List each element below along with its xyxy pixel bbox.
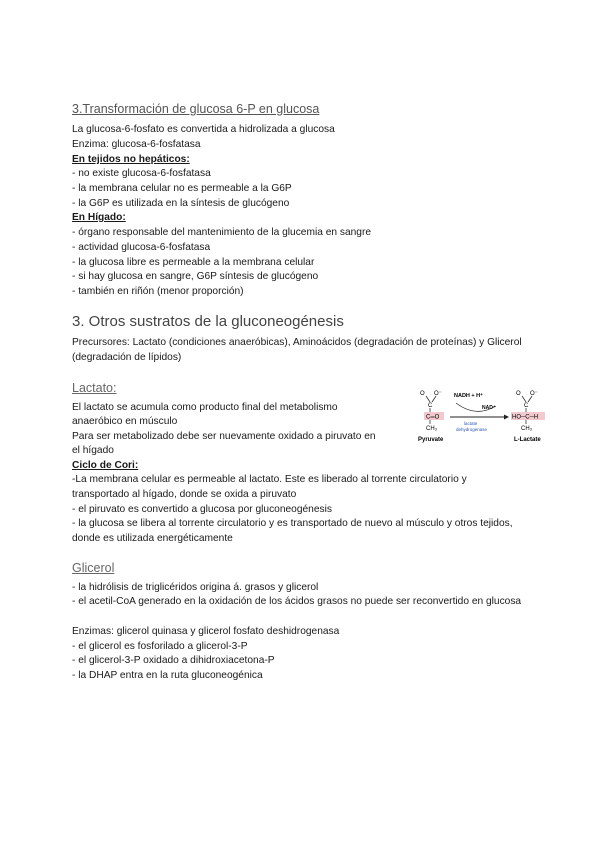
list-item: - actividad glucosa-6-fosfatasa	[72, 242, 211, 253]
section1-line: Enzima: glucosa-6-fosfatasa	[72, 139, 201, 150]
enzyme-label-2: dehydrogenase	[456, 427, 488, 432]
cori-heading: Ciclo de Cori:	[72, 460, 139, 471]
glycerol-item: Enzimas: glicerol quinasa y glicerol fosfato deshidrogenasa	[72, 626, 340, 637]
section2-title: 3. Otros sustratos de la gluconeogénesis	[72, 313, 344, 330]
glycerol-item: - la hidrólisis de triglicéridos origina á. grasos y glicerol	[72, 582, 319, 593]
list-item: - no existe glucosa-6-fosfatasa	[72, 168, 211, 179]
svg-text:CH₃: CH₃	[426, 426, 438, 432]
glycerol-item: - el glicerol-3-P oxidado a dihidroxiacetona-P	[72, 655, 275, 666]
list-item: - si hay glucosa en sangre, G6P síntesis de glucógeno	[72, 271, 319, 282]
cori-item: -La membrana celular es permeable al lactato. Este es liberado al torrente circulatorio y transportado al hígado, donde se oxida a piruvato	[72, 474, 467, 501]
enzyme-label-1: lactate	[464, 421, 478, 426]
lactate-title: Lactato:	[72, 381, 117, 395]
glycerol-item: - el glicerol es fosforilado a glicerol-3-P	[72, 641, 248, 652]
precursors-text: Precursores: Lactato (condiciones anaeróbicas), Aminoácidos (degradación de proteínas) y Glicerol (degradación de lípidos)	[72, 337, 522, 364]
glycerol-item: - la DHAP entra en la ruta gluconeogénica	[72, 670, 263, 681]
pyruvate-lactate-reaction-diagram	[416, 388, 548, 448]
pyruvate-structure	[420, 391, 444, 432]
svg-text:HO─C─H: HO─C─H	[512, 414, 539, 421]
glycerol-title: Glicerol	[72, 561, 115, 575]
cori-item: - el piruvato es convertido a glucosa por gluconeogénesis	[72, 504, 332, 515]
section1-title: 3.Transformación de glucosa 6-P en glucosa	[72, 102, 320, 116]
lactate-label: L-Lactate	[514, 437, 541, 443]
lactate-line: Para ser metabolizado debe ser nuevamente oxidado a piruvato en	[72, 431, 376, 442]
pyruvate-label: Pyruvate	[418, 437, 444, 443]
svg-text:C: C	[428, 403, 433, 409]
list-item: - también en riñón (menor proporción)	[72, 286, 244, 297]
section1-line: La glucosa-6-fosfato es convertida a hidrolizada a glucosa	[72, 124, 335, 135]
list-item: - la glucosa libre es permeable a la membrana celular	[72, 257, 315, 268]
list-item: - órgano responsable del mantenimiento de la glucemia en sangre	[72, 227, 372, 238]
cofactor-out: NAD⁺	[482, 405, 496, 411]
svg-text:O: O	[516, 391, 521, 397]
svg-text:CH₃: CH₃	[521, 426, 533, 432]
svg-text:C═O: C═O	[426, 414, 440, 421]
lactate-line: anaeróbico en músculo	[72, 416, 178, 427]
glycerol-item: - el acetil-CoA generado en la oxidación de los ácidos grasos no puede ser reconvertido en glucosa	[72, 596, 522, 607]
cofactor-in: NADH + H⁺	[454, 393, 484, 399]
svg-text:O: O	[420, 391, 425, 397]
lactate-line: El lactato se acumula como producto final del metabolismo	[72, 402, 338, 413]
liver-heading: En Hígado:	[72, 212, 126, 223]
lactate-structure	[511, 391, 545, 432]
svg-text:O⁻: O⁻	[434, 391, 442, 397]
list-item: - la membrana celular no es permeable a la G6P	[72, 183, 292, 194]
cori-item: - la glucosa se libera al torrente circulatorio y es transportado de nuevo al músculo y otros tejidos, donde es utilizada energéticamente	[72, 518, 513, 545]
non-hepatic-heading: En tejidos no hepáticos:	[72, 154, 190, 165]
svg-text:O⁻: O⁻	[530, 391, 538, 397]
list-item: - la G6P es utilizada en la síntesis de glucógeno	[72, 198, 290, 209]
arrow-head	[504, 415, 509, 420]
svg-text:C: C	[524, 403, 529, 409]
lactate-line: el hígado	[72, 445, 114, 456]
